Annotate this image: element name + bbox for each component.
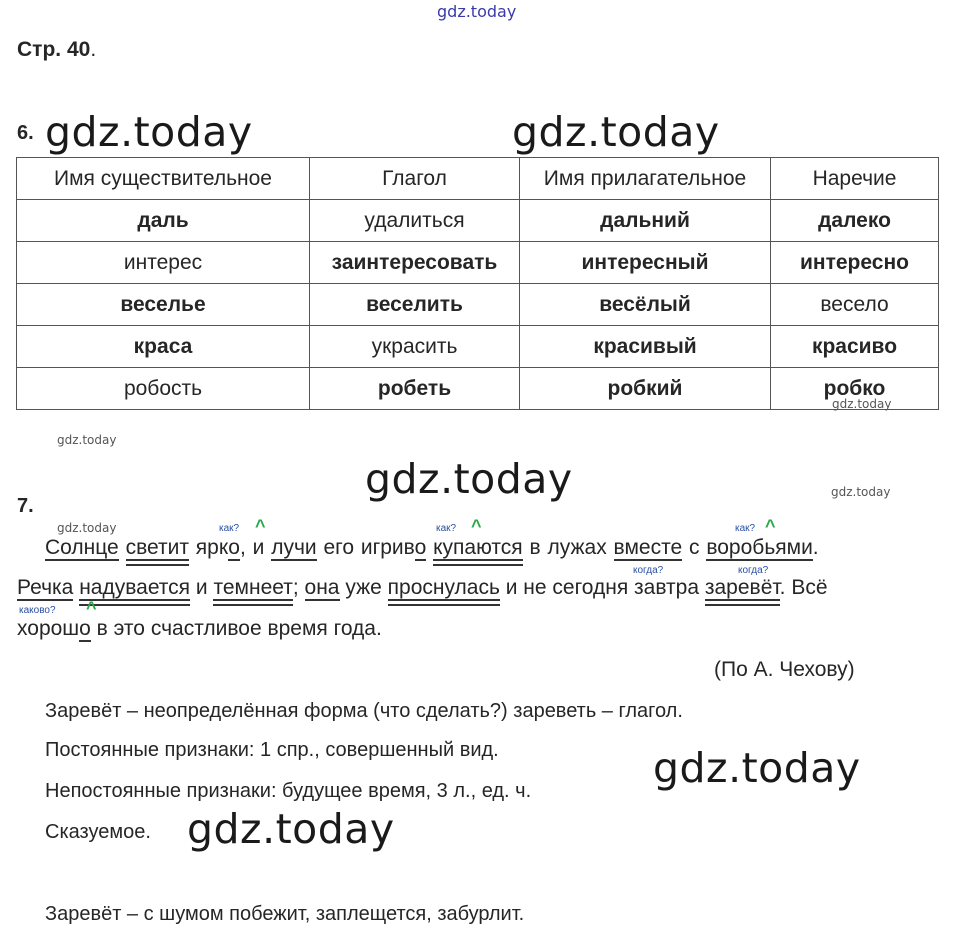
watermark-big: gdz.today bbox=[45, 108, 253, 156]
word: ярк bbox=[195, 536, 229, 559]
table-cell: даль bbox=[17, 200, 310, 242]
predicate-word: светит bbox=[125, 536, 189, 559]
word: и bbox=[190, 576, 214, 599]
page-number: Стр. 40 bbox=[17, 38, 91, 61]
analysis-line: Сказуемое. bbox=[45, 821, 151, 843]
word: , и bbox=[239, 536, 272, 559]
header-verb: Глагол bbox=[310, 158, 520, 200]
watermark-big: gdz.today bbox=[512, 108, 720, 156]
predicate-word: надувается bbox=[79, 576, 191, 599]
predicate-word: купаются bbox=[433, 536, 523, 559]
table-cell: робеть bbox=[310, 368, 520, 410]
question-mark-label: как? bbox=[219, 523, 240, 534]
table-cell: красивый bbox=[520, 326, 771, 368]
table-header-row bbox=[17, 158, 939, 200]
analysis-line: Заревёт – неопределённая форма (что сделать?) зареветь – глагол. bbox=[45, 700, 683, 722]
header-adjective: Имя прилагательное bbox=[520, 158, 771, 200]
table-cell: красиво bbox=[771, 326, 939, 368]
table-cell: заинтересовать bbox=[310, 242, 520, 284]
word: хорош bbox=[17, 617, 80, 640]
watermark-big: gdz.today bbox=[653, 744, 861, 792]
table-cell: интерес bbox=[17, 242, 310, 284]
caret-arrow-icon: ^ bbox=[471, 516, 482, 536]
table-cell: робость bbox=[17, 368, 310, 410]
subject-word: Солнце bbox=[45, 536, 119, 559]
sentence-line-3 bbox=[17, 617, 382, 641]
sentence-line-1 bbox=[45, 536, 819, 560]
watermark-small: gdz.today bbox=[832, 397, 892, 411]
watermark-big: gdz.today bbox=[187, 805, 395, 853]
predicate-word: темнеет bbox=[213, 576, 293, 599]
table-cell: веселье bbox=[17, 284, 310, 326]
word: . Всё bbox=[779, 576, 828, 599]
table-cell: робкий bbox=[520, 368, 771, 410]
header-noun: Имя существительное bbox=[17, 158, 310, 200]
word: с bbox=[682, 536, 707, 559]
question-mark-label: когда? bbox=[738, 565, 769, 576]
table-cell: далеко bbox=[771, 200, 939, 242]
exercise-6-number: 6. bbox=[17, 122, 34, 144]
analysis-line: Постоянные признаки: 1 спр., совершенный вид. bbox=[45, 739, 499, 761]
table-cell: дальний bbox=[520, 200, 771, 242]
watermark-small: gdz.today bbox=[57, 433, 117, 447]
word: . bbox=[812, 536, 819, 559]
subject-word: она bbox=[304, 576, 340, 599]
subject-word: лучи bbox=[271, 536, 317, 559]
caret-arrow-icon: ^ bbox=[765, 516, 776, 536]
watermark-big: gdz.today bbox=[365, 455, 573, 503]
word-ending: о bbox=[414, 536, 427, 559]
page-label bbox=[17, 38, 96, 62]
watermark-top: gdz.today bbox=[437, 2, 517, 21]
table-cell: весёлый bbox=[520, 284, 771, 326]
table-row bbox=[17, 242, 939, 284]
table-cell: украсить bbox=[310, 326, 520, 368]
source-attribution: (По А. Чехову) bbox=[714, 658, 855, 681]
table-row bbox=[17, 326, 939, 368]
word: его bbox=[316, 536, 361, 559]
watermark-small: gdz.today bbox=[57, 521, 117, 535]
parts-of-speech-table bbox=[16, 157, 939, 410]
word: в лужах bbox=[522, 536, 614, 559]
predicate-word: проснулась bbox=[387, 576, 500, 599]
word-ending: о bbox=[79, 617, 91, 640]
table-cell: удалиться bbox=[310, 200, 520, 242]
table-row bbox=[17, 284, 939, 326]
predicate-word: заревёт bbox=[704, 576, 780, 599]
question-mark-label: когда? bbox=[633, 565, 664, 576]
meaning-line: Заревёт – с шумом побежит, заплещется, забурлит. bbox=[45, 903, 525, 925]
word: в это счастливое время года. bbox=[90, 617, 382, 640]
word: игрив bbox=[360, 536, 415, 559]
table-cell: краса bbox=[17, 326, 310, 368]
word: ; bbox=[292, 576, 305, 599]
analysis-line: Непостоянные признаки: будущее время, 3 л., ед. ч. bbox=[45, 780, 532, 802]
table-cell: интересный bbox=[520, 242, 771, 284]
watermark-small: gdz.today bbox=[831, 485, 891, 499]
exercise-7-number: 7. bbox=[17, 495, 34, 517]
question-mark-label: как? bbox=[735, 523, 756, 534]
word: вместе bbox=[613, 536, 683, 559]
word: уже bbox=[339, 576, 388, 599]
table-row bbox=[17, 368, 939, 410]
caret-arrow-icon: ^ bbox=[86, 598, 97, 618]
table-cell: интересно bbox=[771, 242, 939, 284]
question-mark-label: каково? bbox=[19, 605, 56, 616]
table-cell: весело bbox=[771, 284, 939, 326]
header-adverb: Наречие bbox=[771, 158, 939, 200]
subject-word: Речка bbox=[17, 576, 74, 599]
sentence-line-2 bbox=[17, 576, 828, 600]
table-cell: веселить bbox=[310, 284, 520, 326]
question-mark-label: как? bbox=[436, 523, 457, 534]
word: и не сегодня завтра bbox=[499, 576, 705, 599]
word-ending: о bbox=[228, 536, 240, 559]
word: воробьями bbox=[706, 536, 813, 559]
caret-arrow-icon: ^ bbox=[255, 516, 266, 536]
table-row bbox=[17, 200, 939, 242]
page-dot: . bbox=[90, 38, 97, 61]
table-cell: робко bbox=[771, 368, 939, 410]
